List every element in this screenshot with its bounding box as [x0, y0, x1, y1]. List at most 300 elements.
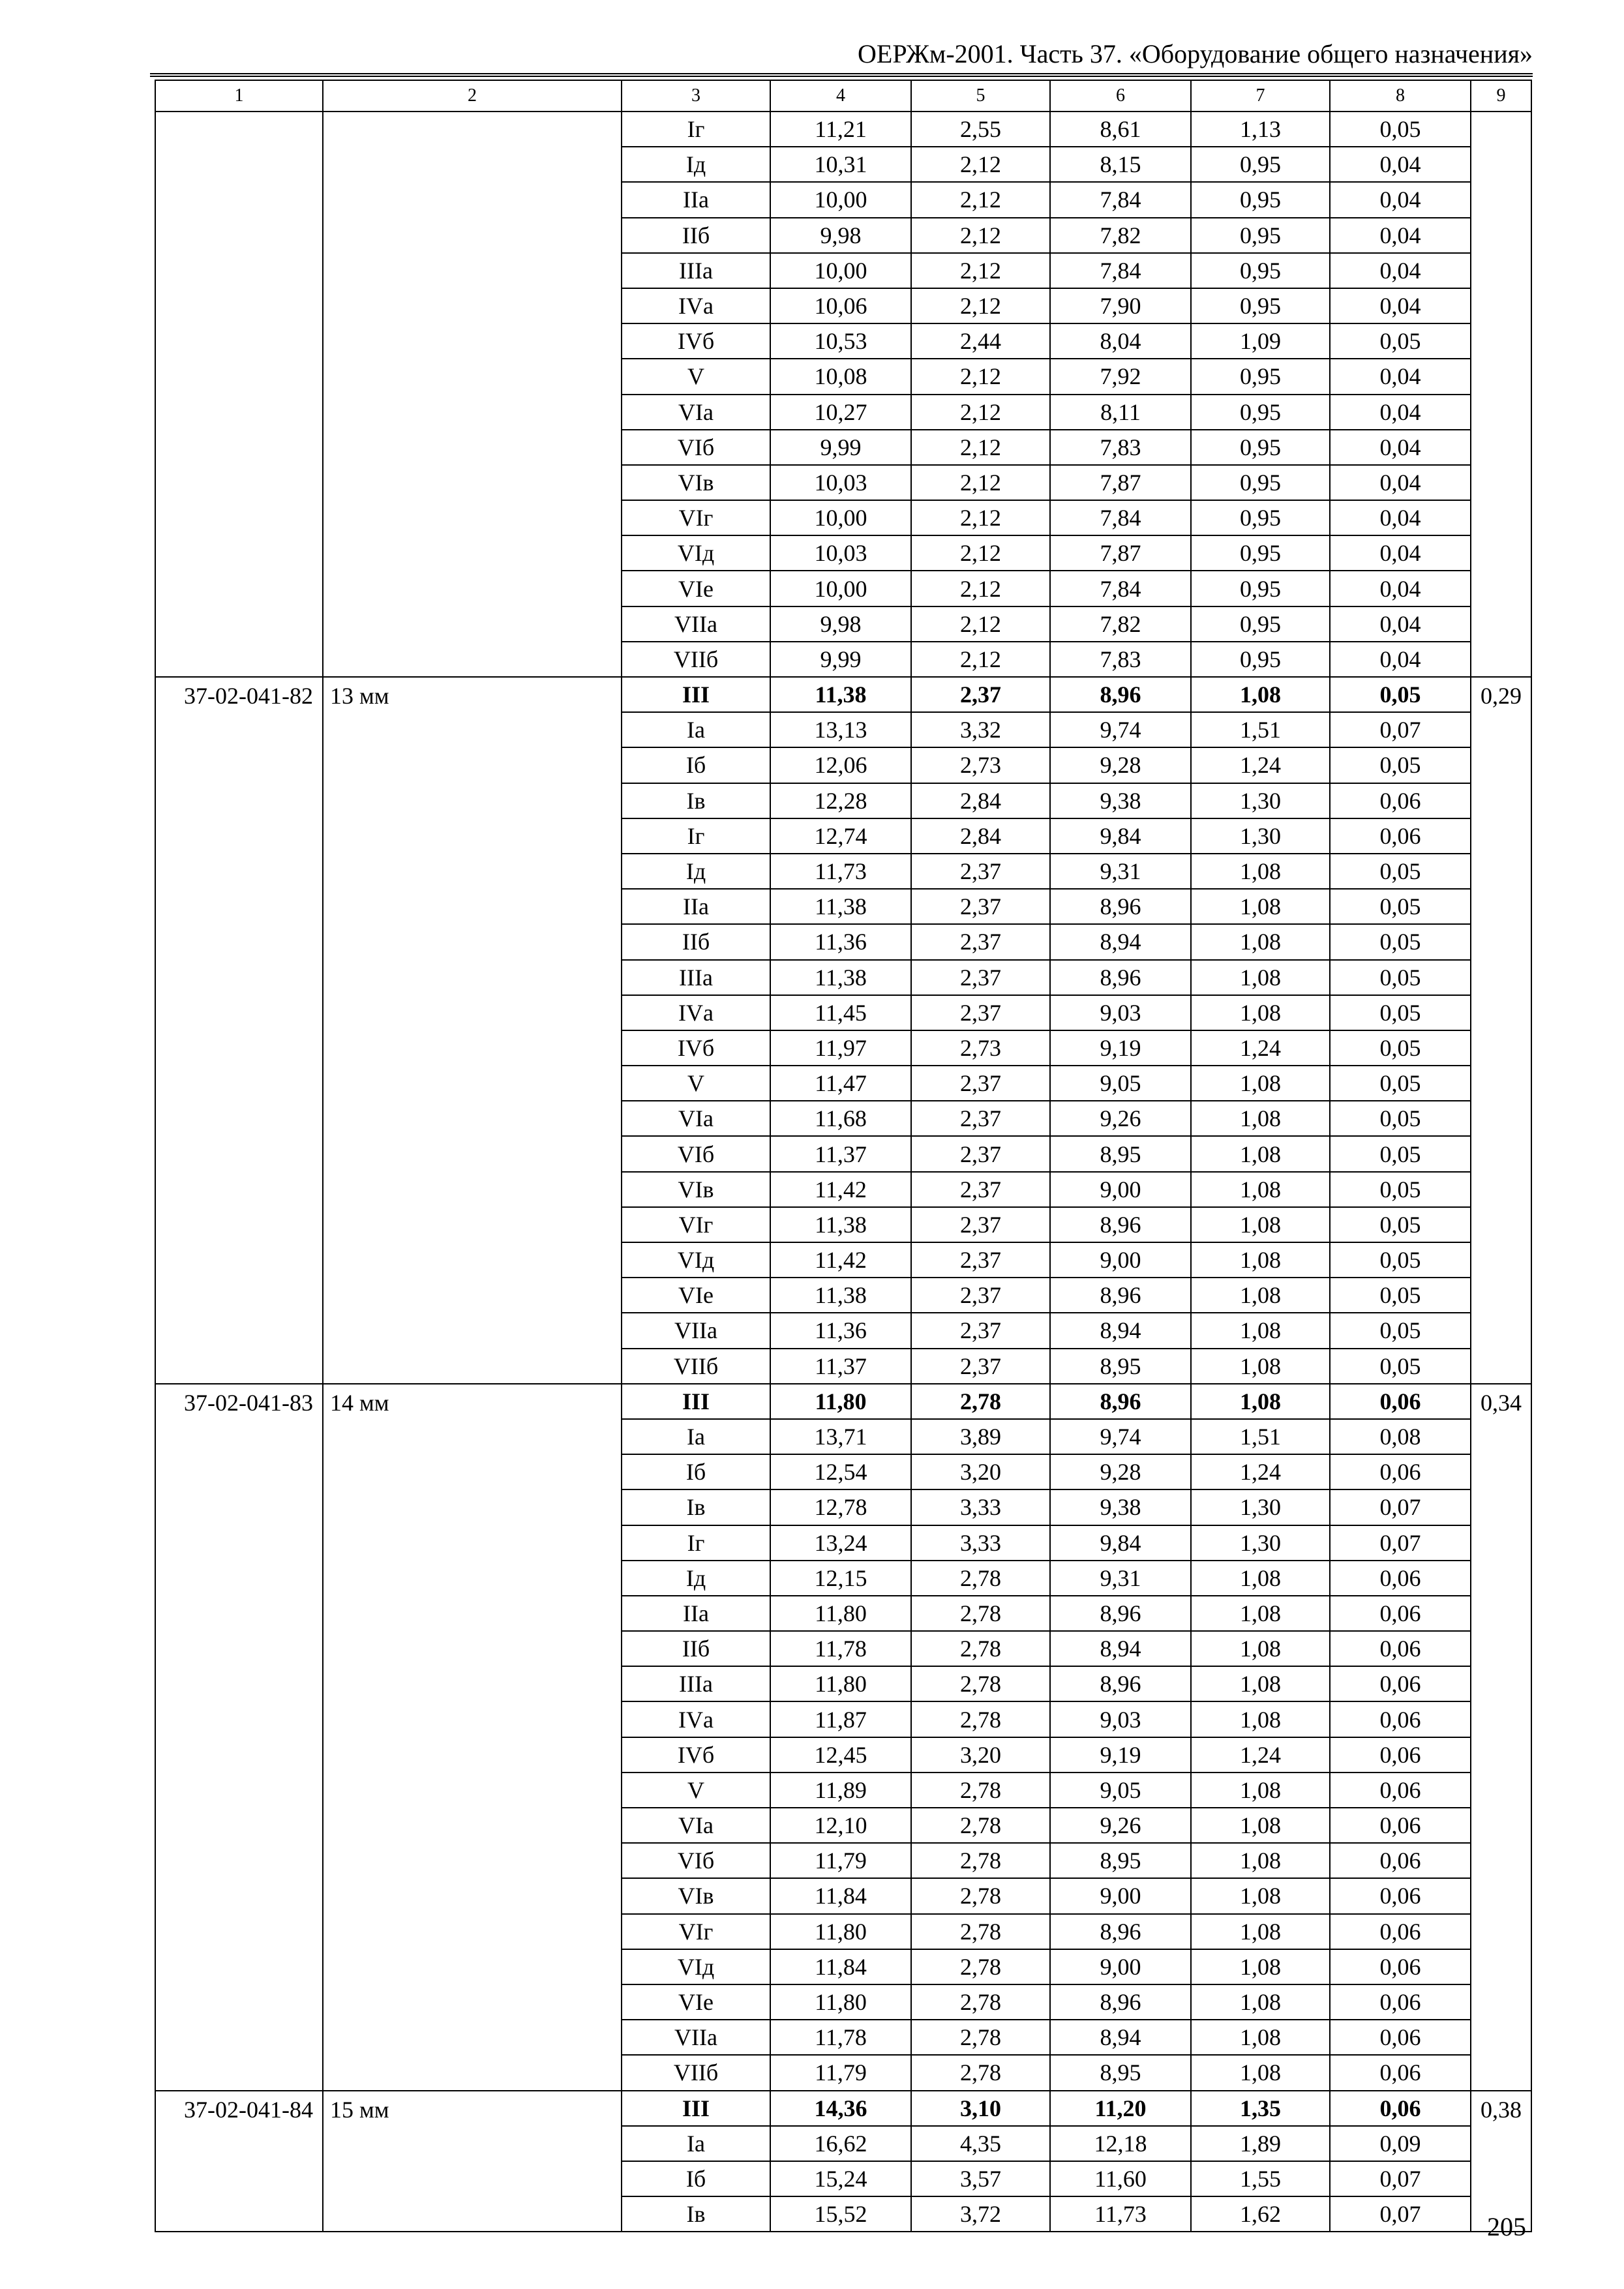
value-cell: 9,99 — [770, 642, 911, 677]
column-number: 3 — [622, 80, 770, 112]
value-cell: 8,61 — [1050, 112, 1191, 147]
category-cell: VIа — [622, 395, 770, 430]
value-cell: 0,05 — [1330, 960, 1471, 995]
value-cell: 12,15 — [770, 1561, 911, 1596]
value-cell: 2,78 — [911, 1773, 1050, 1808]
value-cell: 2,12 — [911, 359, 1050, 394]
value-cell: 0,95 — [1191, 606, 1330, 642]
value-cell: 8,94 — [1050, 2020, 1191, 2055]
value-cell: 11,79 — [770, 2055, 911, 2090]
rate-code — [155, 112, 323, 677]
value-cell: 8,94 — [1050, 1313, 1191, 1348]
value-cell: 2,78 — [911, 1949, 1050, 1984]
value-cell: 12,45 — [770, 1737, 911, 1773]
value-cell: 9,84 — [1050, 818, 1191, 854]
value-cell: 2,37 — [911, 960, 1050, 995]
value-cell: 12,74 — [770, 818, 911, 854]
column-number: 2 — [323, 80, 622, 112]
value-cell: 11,84 — [770, 1949, 911, 1984]
value-cell: 12,28 — [770, 783, 911, 818]
category-cell: Iг — [622, 112, 770, 147]
value-cell: 2,37 — [911, 854, 1050, 889]
rate-name: 14 мм — [323, 1384, 622, 2091]
category-cell: IIIа — [622, 960, 770, 995]
value-cell: 15,24 — [770, 2161, 911, 2196]
value-cell: 3,57 — [911, 2161, 1050, 2196]
value-cell: 1,08 — [1191, 1596, 1330, 1631]
category-cell: IVа — [622, 995, 770, 1030]
value-cell: 8,96 — [1050, 677, 1191, 712]
value-cell: 2,78 — [911, 1701, 1050, 1737]
value-cell: 1,89 — [1191, 2126, 1330, 2161]
value-cell: 0,04 — [1330, 359, 1471, 394]
total-cell: 0,34 — [1471, 1384, 1531, 2091]
category-cell: IVа — [622, 288, 770, 323]
value-cell: 7,92 — [1050, 359, 1191, 394]
value-cell: 2,12 — [911, 606, 1050, 642]
category-cell: V — [622, 1773, 770, 1808]
value-cell: 2,37 — [911, 1278, 1050, 1313]
category-cell: IVа — [622, 1701, 770, 1737]
value-cell: 0,06 — [1330, 1808, 1471, 1843]
category-cell: Iв — [622, 1489, 770, 1525]
table-body — [155, 80, 1531, 2232]
value-cell: 0,07 — [1330, 712, 1471, 747]
value-cell: 1,09 — [1191, 323, 1330, 359]
rate-code: 37-02-041-84 — [155, 2091, 323, 2232]
category-cell: VIг — [622, 500, 770, 535]
value-cell: 2,84 — [911, 818, 1050, 854]
value-cell: 11,68 — [770, 1101, 911, 1136]
value-cell: 1,08 — [1191, 1773, 1330, 1808]
value-cell: 3,20 — [911, 1454, 1050, 1489]
value-cell: 0,05 — [1330, 854, 1471, 889]
category-cell: Iа — [622, 712, 770, 747]
value-cell: 7,84 — [1050, 253, 1191, 288]
value-cell: 0,05 — [1330, 677, 1471, 712]
category-cell: III — [622, 677, 770, 712]
value-cell: 0,07 — [1330, 1489, 1471, 1525]
value-cell: 0,07 — [1330, 2161, 1471, 2196]
value-cell: 2,37 — [911, 1066, 1050, 1101]
value-cell: 10,27 — [770, 395, 911, 430]
value-cell: 1,08 — [1191, 1066, 1330, 1101]
value-cell: 0,04 — [1330, 395, 1471, 430]
value-cell: 2,78 — [911, 2020, 1050, 2055]
value-cell: 8,96 — [1050, 1207, 1191, 1242]
value-cell: 9,05 — [1050, 1066, 1191, 1101]
value-cell: 11,21 — [770, 112, 911, 147]
value-cell: 9,84 — [1050, 1525, 1191, 1561]
value-cell: 0,04 — [1330, 218, 1471, 253]
total-cell: 0,29 — [1471, 677, 1531, 1384]
value-cell: 0,06 — [1330, 1561, 1471, 1596]
value-cell: 0,05 — [1330, 1313, 1471, 1348]
category-cell: VIд — [622, 1242, 770, 1278]
value-cell: 1,24 — [1191, 1737, 1330, 1773]
header-rule — [150, 73, 1533, 77]
value-cell: 1,08 — [1191, 1843, 1330, 1878]
category-cell: III — [622, 2091, 770, 2126]
value-cell: 0,95 — [1191, 218, 1330, 253]
value-cell: 7,83 — [1050, 430, 1191, 465]
value-cell: 11,36 — [770, 924, 911, 959]
total-cell: 0,38 — [1471, 2091, 1531, 2232]
value-cell: 3,32 — [911, 712, 1050, 747]
value-cell: 0,95 — [1191, 465, 1330, 500]
category-cell: IIIа — [622, 1666, 770, 1701]
value-cell: 8,04 — [1050, 323, 1191, 359]
category-cell: VIIа — [622, 606, 770, 642]
category-cell: VIв — [622, 1878, 770, 1913]
value-cell: 1,08 — [1191, 677, 1330, 712]
value-cell: 0,95 — [1191, 147, 1330, 182]
value-cell: 1,08 — [1191, 1384, 1330, 1419]
category-cell: Iд — [622, 854, 770, 889]
value-cell: 3,89 — [911, 1419, 1050, 1454]
value-cell: 0,04 — [1330, 182, 1471, 217]
running-header: ОЕРЖм-2001. Часть 37. «Оборудование общего назначения» — [858, 39, 1533, 68]
value-cell: 1,30 — [1191, 1489, 1330, 1525]
value-cell: 1,08 — [1191, 1101, 1330, 1136]
value-cell: 1,08 — [1191, 960, 1330, 995]
table-row — [155, 1384, 1531, 1419]
category-cell: Iв — [622, 2196, 770, 2232]
value-cell: 8,96 — [1050, 1384, 1191, 1419]
value-cell: 10,03 — [770, 465, 911, 500]
value-cell: 1,08 — [1191, 1172, 1330, 1207]
category-cell: VIа — [622, 1101, 770, 1136]
category-cell: V — [622, 1066, 770, 1101]
category-cell: Iд — [622, 147, 770, 182]
value-cell: 0,95 — [1191, 642, 1330, 677]
value-cell: 9,74 — [1050, 712, 1191, 747]
value-cell: 10,00 — [770, 571, 911, 606]
table-row — [155, 2091, 1531, 2126]
value-cell: 0,05 — [1330, 1242, 1471, 1278]
value-cell: 9,31 — [1050, 854, 1191, 889]
value-cell: 1,08 — [1191, 2055, 1330, 2090]
column-number: 9 — [1471, 80, 1531, 112]
value-cell: 8,96 — [1050, 1278, 1191, 1313]
value-cell: 0,07 — [1330, 2196, 1471, 2232]
value-cell: 2,78 — [911, 1984, 1050, 2020]
value-cell: 13,13 — [770, 712, 911, 747]
value-cell: 2,73 — [911, 1030, 1050, 1066]
value-cell: 11,45 — [770, 995, 911, 1030]
value-cell: 1,08 — [1191, 1561, 1330, 1596]
value-cell: 1,30 — [1191, 818, 1330, 854]
value-cell: 7,82 — [1050, 218, 1191, 253]
value-cell: 9,03 — [1050, 995, 1191, 1030]
value-cell: 0,95 — [1191, 395, 1330, 430]
value-cell: 2,37 — [911, 1349, 1050, 1384]
value-cell: 9,98 — [770, 218, 911, 253]
value-cell: 9,31 — [1050, 1561, 1191, 1596]
category-cell: VIв — [622, 465, 770, 500]
value-cell: 8,96 — [1050, 1914, 1191, 1949]
value-cell: 8,95 — [1050, 2055, 1191, 2090]
value-cell: 11,80 — [770, 1384, 911, 1419]
category-cell: V — [622, 359, 770, 394]
value-cell: 1,08 — [1191, 1278, 1330, 1313]
value-cell: 0,04 — [1330, 500, 1471, 535]
value-cell: 0,04 — [1330, 606, 1471, 642]
rate-name: 15 мм — [323, 2091, 622, 2232]
value-cell: 0,05 — [1330, 1349, 1471, 1384]
value-cell: 2,12 — [911, 253, 1050, 288]
value-cell: 3,33 — [911, 1489, 1050, 1525]
value-cell: 1,08 — [1191, 1949, 1330, 1984]
value-cell: 0,05 — [1330, 1066, 1471, 1101]
value-cell: 0,05 — [1330, 1207, 1471, 1242]
value-cell: 7,87 — [1050, 535, 1191, 571]
value-cell: 0,04 — [1330, 571, 1471, 606]
value-cell: 7,84 — [1050, 500, 1191, 535]
value-cell: 2,37 — [911, 1136, 1050, 1171]
value-cell: 10,00 — [770, 500, 911, 535]
category-cell: Iг — [622, 1525, 770, 1561]
category-cell: Iа — [622, 1419, 770, 1454]
value-cell: 10,08 — [770, 359, 911, 394]
value-cell: 1,08 — [1191, 2020, 1330, 2055]
category-cell: Iг — [622, 818, 770, 854]
value-cell: 2,78 — [911, 1843, 1050, 1878]
value-cell: 2,37 — [911, 889, 1050, 924]
value-cell: 2,12 — [911, 182, 1050, 217]
value-cell: 8,96 — [1050, 889, 1191, 924]
value-cell: 0,06 — [1330, 1666, 1471, 1701]
value-cell: 11,37 — [770, 1136, 911, 1171]
value-cell: 7,84 — [1050, 182, 1191, 217]
category-cell: VIе — [622, 1984, 770, 2020]
value-cell: 2,78 — [911, 1808, 1050, 1843]
value-cell: 2,78 — [911, 2055, 1050, 2090]
value-cell: 0,05 — [1330, 1030, 1471, 1066]
value-cell: 0,06 — [1330, 1843, 1471, 1878]
total-cell — [1471, 112, 1531, 677]
table-row — [155, 677, 1531, 712]
category-cell: VIд — [622, 535, 770, 571]
value-cell: 11,36 — [770, 1313, 911, 1348]
value-cell: 11,47 — [770, 1066, 911, 1101]
value-cell: 8,96 — [1050, 1596, 1191, 1631]
value-cell: 2,12 — [911, 430, 1050, 465]
value-cell: 9,28 — [1050, 747, 1191, 783]
value-cell: 9,26 — [1050, 1808, 1191, 1843]
value-cell: 1,35 — [1191, 2091, 1330, 2126]
value-cell: 16,62 — [770, 2126, 911, 2161]
value-cell: 0,95 — [1191, 359, 1330, 394]
column-number: 7 — [1191, 80, 1330, 112]
value-cell: 2,78 — [911, 1596, 1050, 1631]
value-cell: 2,78 — [911, 1666, 1050, 1701]
value-cell: 10,00 — [770, 182, 911, 217]
value-cell: 2,37 — [911, 924, 1050, 959]
value-cell: 11,79 — [770, 1843, 911, 1878]
value-cell: 11,89 — [770, 1773, 911, 1808]
value-cell: 2,78 — [911, 1561, 1050, 1596]
value-cell: 11,37 — [770, 1349, 911, 1384]
value-cell: 10,53 — [770, 323, 911, 359]
value-cell: 11,80 — [770, 1596, 911, 1631]
value-cell: 0,05 — [1330, 924, 1471, 959]
value-cell: 7,90 — [1050, 288, 1191, 323]
value-cell: 0,06 — [1330, 1701, 1471, 1737]
value-cell: 2,73 — [911, 747, 1050, 783]
value-cell: 0,06 — [1330, 1631, 1471, 1666]
value-cell: 8,94 — [1050, 924, 1191, 959]
value-cell: 2,78 — [911, 1878, 1050, 1913]
value-cell: 1,08 — [1191, 995, 1330, 1030]
value-cell: 1,30 — [1191, 1525, 1330, 1561]
value-cell: 0,04 — [1330, 430, 1471, 465]
value-cell: 8,11 — [1050, 395, 1191, 430]
value-cell: 11,38 — [770, 677, 911, 712]
category-cell: VIIб — [622, 2055, 770, 2090]
value-cell: 2,55 — [911, 112, 1050, 147]
value-cell: 9,38 — [1050, 783, 1191, 818]
value-cell: 11,42 — [770, 1172, 911, 1207]
value-cell: 12,18 — [1050, 2126, 1191, 2161]
value-cell: 11,73 — [1050, 2196, 1191, 2232]
value-cell: 0,05 — [1330, 889, 1471, 924]
value-cell: 0,05 — [1330, 1101, 1471, 1136]
category-cell: IIа — [622, 182, 770, 217]
value-cell: 8,95 — [1050, 1843, 1191, 1878]
value-cell: 7,84 — [1050, 571, 1191, 606]
value-cell: 0,05 — [1330, 1136, 1471, 1171]
value-cell: 2,78 — [911, 1384, 1050, 1419]
value-cell: 1,08 — [1191, 1808, 1330, 1843]
value-cell: 0,06 — [1330, 1737, 1471, 1773]
value-cell: 0,07 — [1330, 1525, 1471, 1561]
value-cell: 1,08 — [1191, 854, 1330, 889]
value-cell: 0,06 — [1330, 783, 1471, 818]
value-cell: 2,37 — [911, 1207, 1050, 1242]
value-cell: 11,20 — [1050, 2091, 1191, 2126]
value-cell: 11,97 — [770, 1030, 911, 1066]
value-cell: 2,12 — [911, 571, 1050, 606]
value-cell: 11,84 — [770, 1878, 911, 1913]
value-cell: 2,37 — [911, 1172, 1050, 1207]
category-cell: IVб — [622, 323, 770, 359]
value-cell: 11,60 — [1050, 2161, 1191, 2196]
value-cell: 0,06 — [1330, 818, 1471, 854]
value-cell: 12,06 — [770, 747, 911, 783]
value-cell: 0,95 — [1191, 182, 1330, 217]
value-cell: 0,09 — [1330, 2126, 1471, 2161]
value-cell: 2,37 — [911, 677, 1050, 712]
value-cell: 1,08 — [1191, 1914, 1330, 1949]
value-cell: 0,05 — [1330, 112, 1471, 147]
value-cell: 0,06 — [1330, 2055, 1471, 2090]
value-cell: 0,04 — [1330, 465, 1471, 500]
value-cell: 3,33 — [911, 1525, 1050, 1561]
rate-name: 13 мм — [323, 677, 622, 1384]
table-row — [155, 112, 1531, 147]
value-cell: 9,28 — [1050, 1454, 1191, 1489]
value-cell: 7,83 — [1050, 642, 1191, 677]
category-cell: VIIб — [622, 642, 770, 677]
category-cell: IIIа — [622, 253, 770, 288]
value-cell: 4,35 — [911, 2126, 1050, 2161]
value-cell: 2,78 — [911, 1631, 1050, 1666]
value-cell: 9,00 — [1050, 1172, 1191, 1207]
value-cell: 11,38 — [770, 889, 911, 924]
rates-table — [155, 80, 1532, 2232]
value-cell: 7,87 — [1050, 465, 1191, 500]
value-cell: 2,84 — [911, 783, 1050, 818]
value-cell: 2,37 — [911, 1242, 1050, 1278]
category-cell: Iа — [622, 2126, 770, 2161]
value-cell: 2,44 — [911, 323, 1050, 359]
value-cell: 1,08 — [1191, 889, 1330, 924]
value-cell: 2,12 — [911, 500, 1050, 535]
value-cell: 1,08 — [1191, 1349, 1330, 1384]
value-cell: 11,42 — [770, 1242, 911, 1278]
value-cell: 2,78 — [911, 1914, 1050, 1949]
value-cell: 9,26 — [1050, 1101, 1191, 1136]
category-cell: IIб — [622, 1631, 770, 1666]
value-cell: 2,12 — [911, 642, 1050, 677]
category-cell: Iв — [622, 783, 770, 818]
category-cell: VIб — [622, 430, 770, 465]
value-cell: 11,80 — [770, 1914, 911, 1949]
value-cell: 0,04 — [1330, 253, 1471, 288]
category-cell: VIв — [622, 1172, 770, 1207]
value-cell: 2,37 — [911, 1313, 1050, 1348]
value-cell: 0,06 — [1330, 2020, 1471, 2055]
value-cell: 9,38 — [1050, 1489, 1191, 1525]
category-cell: III — [622, 1384, 770, 1419]
value-cell: 9,00 — [1050, 1242, 1191, 1278]
rate-name — [323, 112, 622, 677]
value-cell: 3,10 — [911, 2091, 1050, 2126]
value-cell: 9,99 — [770, 430, 911, 465]
value-cell: 14,36 — [770, 2091, 911, 2126]
category-cell: VIг — [622, 1207, 770, 1242]
value-cell: 8,94 — [1050, 1631, 1191, 1666]
value-cell: 0,05 — [1330, 323, 1471, 359]
value-cell: 7,82 — [1050, 606, 1191, 642]
value-cell: 0,06 — [1330, 1773, 1471, 1808]
value-cell: 1,08 — [1191, 1984, 1330, 2020]
value-cell: 12,54 — [770, 1454, 911, 1489]
value-cell: 2,12 — [911, 535, 1050, 571]
value-cell: 0,06 — [1330, 1596, 1471, 1631]
value-cell: 9,19 — [1050, 1030, 1191, 1066]
category-cell: Iд — [622, 1561, 770, 1596]
value-cell: 2,12 — [911, 288, 1050, 323]
value-cell: 10,06 — [770, 288, 911, 323]
value-cell: 0,05 — [1330, 747, 1471, 783]
value-cell: 0,06 — [1330, 1384, 1471, 1419]
value-cell: 3,72 — [911, 2196, 1050, 2232]
category-cell: VIд — [622, 1949, 770, 1984]
value-cell: 0,06 — [1330, 1454, 1471, 1489]
value-cell: 0,95 — [1191, 430, 1330, 465]
value-cell: 0,06 — [1330, 1878, 1471, 1913]
value-cell: 9,74 — [1050, 1419, 1191, 1454]
value-cell: 0,95 — [1191, 535, 1330, 571]
value-cell: 13,24 — [770, 1525, 911, 1561]
value-cell: 8,95 — [1050, 1349, 1191, 1384]
value-cell: 1,13 — [1191, 112, 1330, 147]
category-cell: VIе — [622, 1278, 770, 1313]
value-cell: 1,08 — [1191, 1242, 1330, 1278]
value-cell: 8,95 — [1050, 1136, 1191, 1171]
